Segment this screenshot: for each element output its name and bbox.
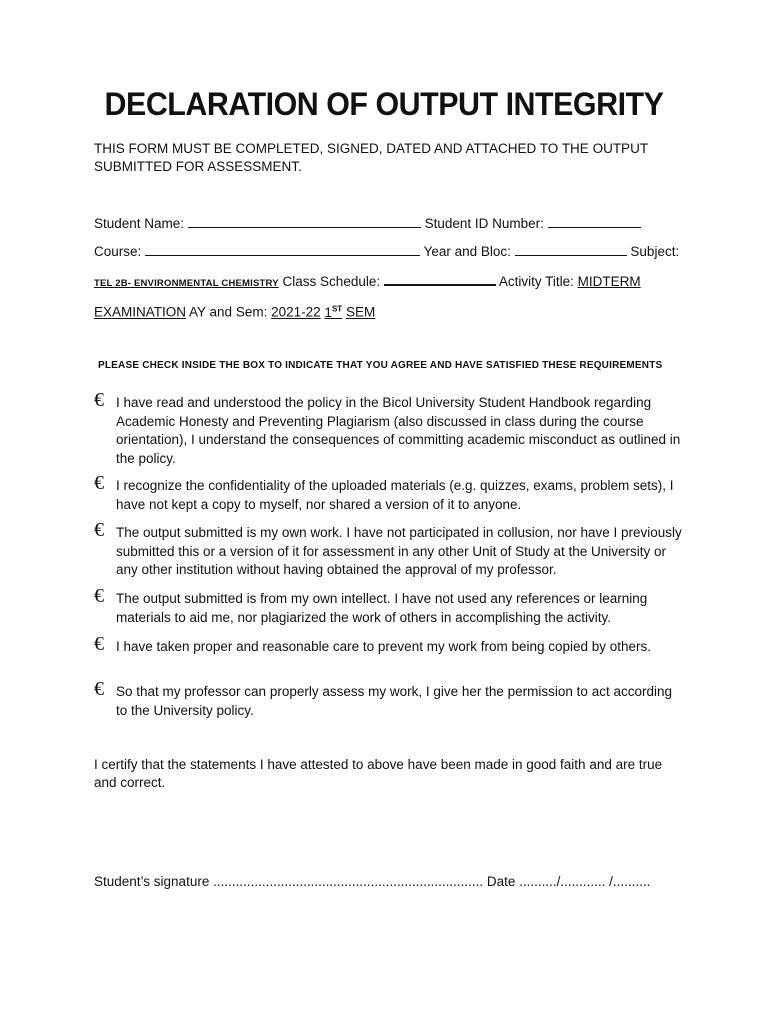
sem-number: 1ST <box>324 304 343 320</box>
ay-value: 2021-22 <box>271 304 321 320</box>
requirement-text: The output submitted is my own work. I have not participated in collusion, nor have I previously submitted this or a version of it for assessment in any other Unit of Study at the University or any other institution without having obtained the approval of my professor. <box>116 525 682 577</box>
checkbox-icon[interactable]: € <box>94 472 104 494</box>
year-bloc-label: Year and Bloc: <box>423 244 511 259</box>
requirement-text: The output submitted is from my own intellect. I have not used any references or learning materials to aid me, nor plagiarized the work of others in accomplishing the activity. <box>116 591 648 625</box>
checkbox-icon[interactable]: € <box>94 678 104 700</box>
page-title: DECLARATION OF OUTPUT INTEGRITY <box>104 86 664 122</box>
certification-statement: I certify that the statements I have attested to above have been made in good faith and are true and correct. <box>94 757 663 790</box>
student-name-label: Student Name: <box>94 216 185 231</box>
checkbox-icon[interactable]: € <box>94 585 104 607</box>
requirement-text: I have read and understood the policy in the Bicol University Student Handbook regarding Academic Honesty and Preventing Plagiarism (also discussed in class during the course orientation), I understand the consequences of committing academic misconduct as outlined in the policy. <box>116 395 681 466</box>
checkbox-icon[interactable]: € <box>94 389 104 411</box>
class-schedule-blank[interactable] <box>384 271 496 286</box>
subject-label: Subject: <box>630 244 680 259</box>
student-id-label: Student ID Number: <box>424 216 544 231</box>
check-heading: PLEASE CHECK INSIDE THE BOX TO INDICATE THAT YOU AGREE AND HAVE SATISFIED THESE REQUIREMENTS <box>98 360 663 371</box>
checkbox-icon[interactable]: € <box>94 519 104 541</box>
requirement-text: I have taken proper and reasonable care to prevent my work from being copied by others. <box>116 639 652 654</box>
signature-line[interactable]: Student’s signature ........................................................................ Date ........../............ /.......... <box>94 874 651 889</box>
course-blank[interactable] <box>145 242 420 256</box>
student-name-blank[interactable] <box>188 214 421 228</box>
ay-sem-row <box>94 300 375 322</box>
activity-title-label: Activity Title: <box>498 274 574 289</box>
sem-suffix: ST <box>331 304 343 313</box>
requirement-text: I recognize the confidentiality of the uploaded materials (e.g. quizzes, exams, problem sets), I have not kept a copy to myself, nor shared a version of it to anyone. <box>116 478 674 512</box>
checkbox-icon[interactable]: € <box>94 633 104 655</box>
student-name-row <box>94 214 641 233</box>
student-id-blank[interactable] <box>548 214 641 228</box>
activity-title-value-cont: EXAMINATION <box>94 304 187 320</box>
course-row <box>94 242 679 261</box>
sem-word: SEM <box>345 304 376 320</box>
course-label: Course: <box>94 244 142 259</box>
activity-title-value: MIDTERM <box>577 274 641 289</box>
form-instruction: THIS FORM MUST BE COMPLETED, SIGNED, DATED AND ATTACHED TO THE OUTPUT SUBMITTED FOR ASSESSMENT. <box>94 141 648 174</box>
class-schedule-label: Class Schedule: <box>282 274 381 289</box>
subject-value: TEL 2B- ENVIRONMENTAL CHEMISTRY <box>94 278 279 289</box>
requirement-text: So that my professor can properly assess my work, I give her the permission to act according to the University policy. <box>116 684 672 718</box>
year-bloc-blank[interactable] <box>515 242 627 256</box>
subject-row <box>94 271 641 293</box>
ay-sem-label: AY and Sem: <box>189 304 268 320</box>
